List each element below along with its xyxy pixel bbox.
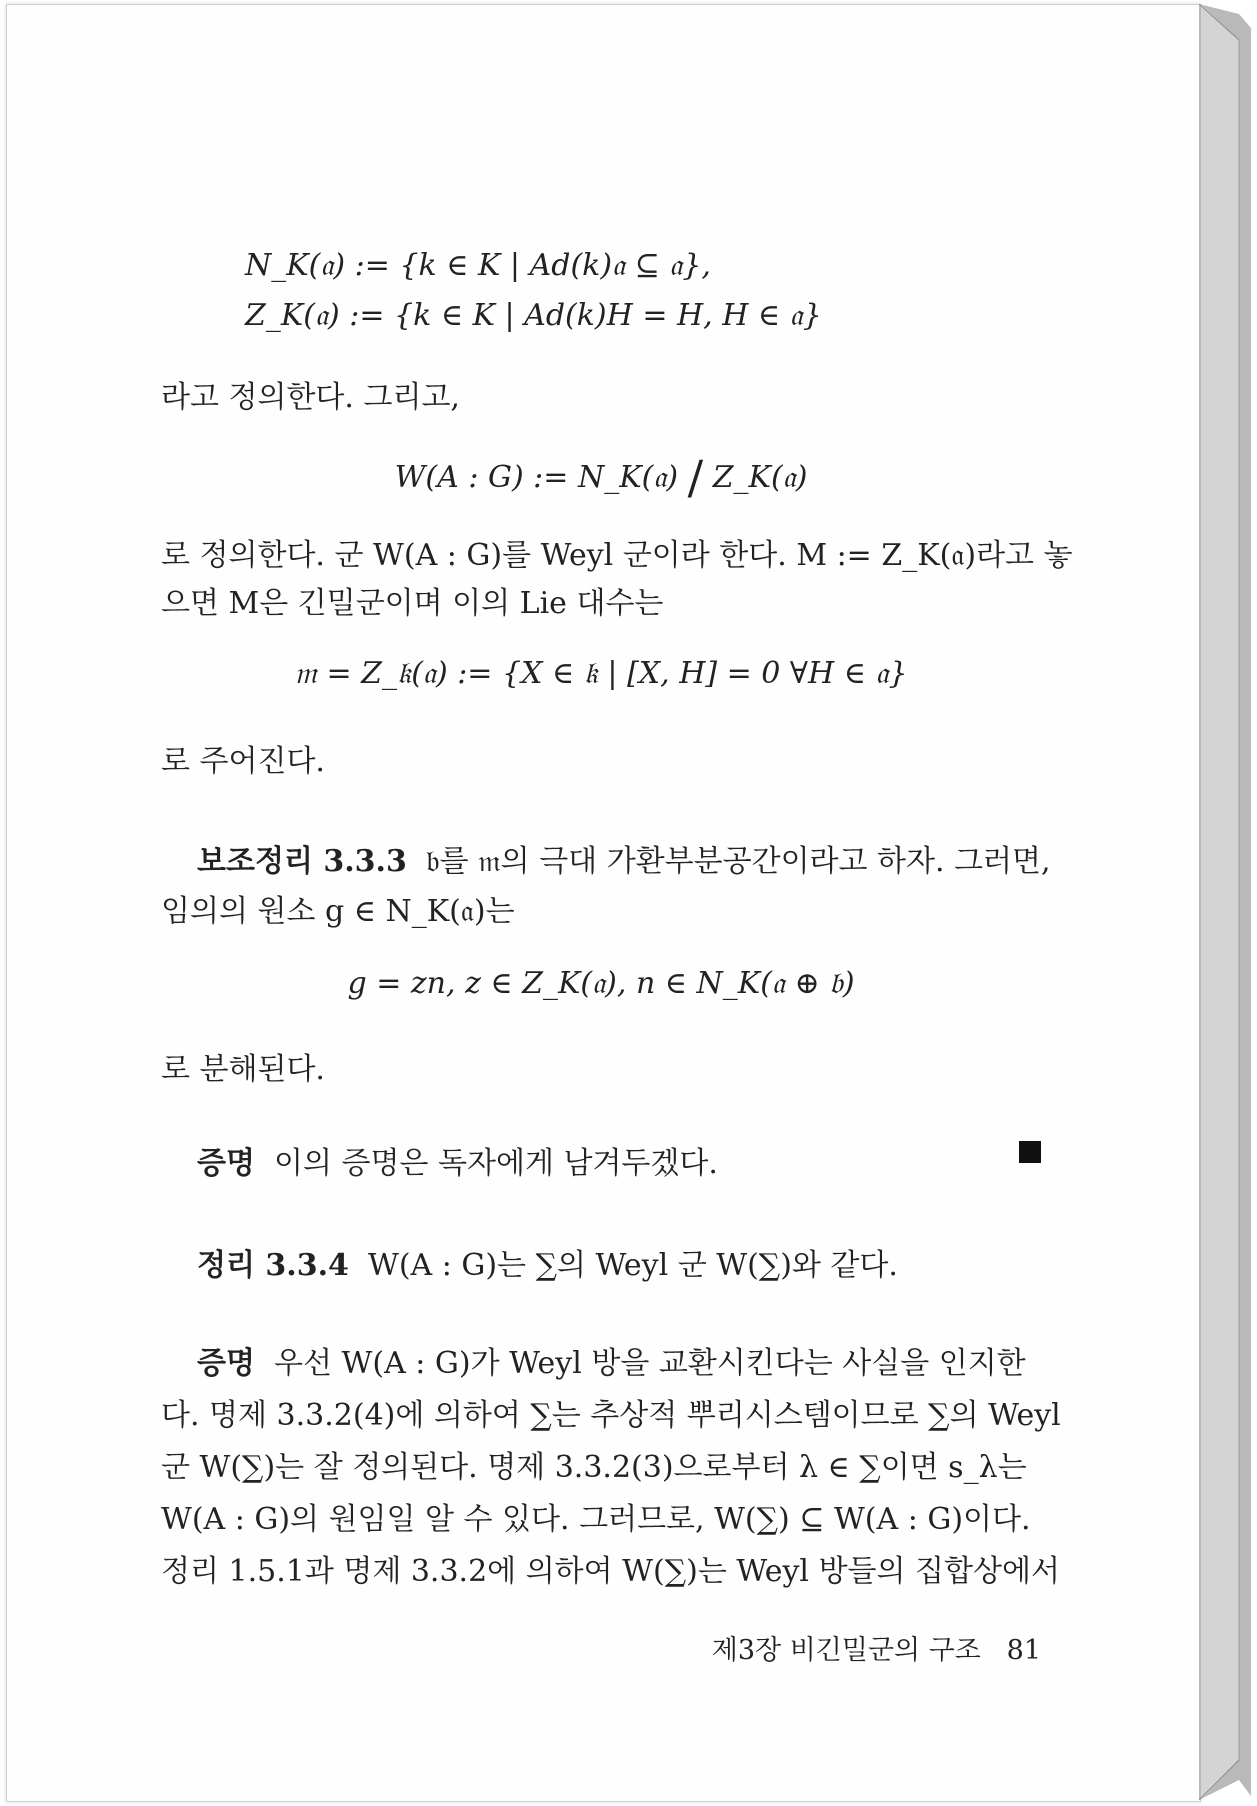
proof-line: 군 W(∑)는 잘 정의된다. 명제 3.3.2(3)으로부터 λ ∈ ∑이면 s_λ는: [161, 1450, 1027, 1485]
proof-line: [197, 1338, 1026, 1382]
proof-label: 증명: [197, 1146, 255, 1181]
theorem-label: 정리 3.3.4: [197, 1248, 349, 1283]
proof-line: W(A : G)의 원임일 알 수 있다. 그러므로, W(∑) ⊆ W(A : G)이다.: [161, 1502, 1031, 1537]
quotient-slash: /: [687, 450, 704, 504]
proof-text: 우선 W(A : G)가 Weyl 방을 교환시킨다는 사실을 인지한: [274, 1346, 1026, 1381]
paragraph-line: 라고 정의한다. 그리고,: [161, 380, 460, 415]
page-edge-stack: [1199, 0, 1257, 1806]
paragraph-line: 로 분해된다.: [161, 1052, 325, 1087]
paragraph-line: 로 정의한다. 군 W(A : G)를 Weyl 군이라 한다. M := Z_K(𝔞)라고 놓: [161, 538, 1073, 573]
proof-line: [197, 1138, 718, 1182]
paragraph-line: 으면 M은 긴밀군이며 이의 Lie 대수는: [161, 586, 664, 621]
paragraph-line: 로 주어진다.: [161, 744, 325, 779]
equation-weyl-right: Z_K(𝔞): [712, 460, 808, 495]
running-footer: [161, 1628, 1041, 1667]
equation-zk: Z_K(𝔞) := {k ∈ K | Ad(k)H = H, H ∈ 𝔞}: [245, 298, 822, 333]
equation-m: 𝔪 = Z_𝔨(𝔞) := {X ∈ 𝔨 | [X, H] = 0 ∀H ∈ 𝔞}: [294, 656, 908, 691]
proof-line: 다. 명제 3.3.2(4)에 의하여 ∑는 추상적 뿌리시스템이므로 ∑의 Weyl: [161, 1398, 1061, 1433]
lemma-label: 보조정리 3.3.3: [197, 844, 407, 879]
equation-weyl-left: W(A : G) := N_K(𝔞): [394, 460, 679, 495]
proof-line: 정리 1.5.1과 명제 3.3.2에 의하여 W(∑)는 Weyl 방들의 집합상에서: [161, 1554, 1060, 1589]
equation-nk: N_K(𝔞) := {k ∈ K | Ad(k)𝔞 ⊆ 𝔞},: [245, 248, 711, 283]
theorem-text: W(A : G)는 ∑의 Weyl 군 W(∑)와 같다.: [368, 1248, 898, 1283]
equation-weyl-group: [161, 450, 1041, 504]
proof-text: 이의 증명은 독자에게 남겨두겠다.: [274, 1146, 718, 1181]
page-number: 81: [1006, 1635, 1041, 1666]
chapter-title: 제3장 비긴밀군의 구조: [711, 1635, 981, 1666]
qed-square-icon: [1019, 1141, 1041, 1163]
proof-label: 증명: [197, 1346, 255, 1381]
equation-decomposition: g = zn, z ∈ Z_K(𝔞), n ∈ N_K(𝔞 ⊕ 𝔟): [347, 966, 855, 1001]
theorem-line: [197, 1240, 898, 1284]
lemma-line-2: 임의의 원소 g ∈ N_K(𝔞)는: [161, 894, 515, 929]
lemma-line: [197, 836, 1051, 880]
lemma-text: 𝔟를 𝔪의 극대 가환부분공간이라고 하자. 그러면,: [425, 844, 1051, 879]
